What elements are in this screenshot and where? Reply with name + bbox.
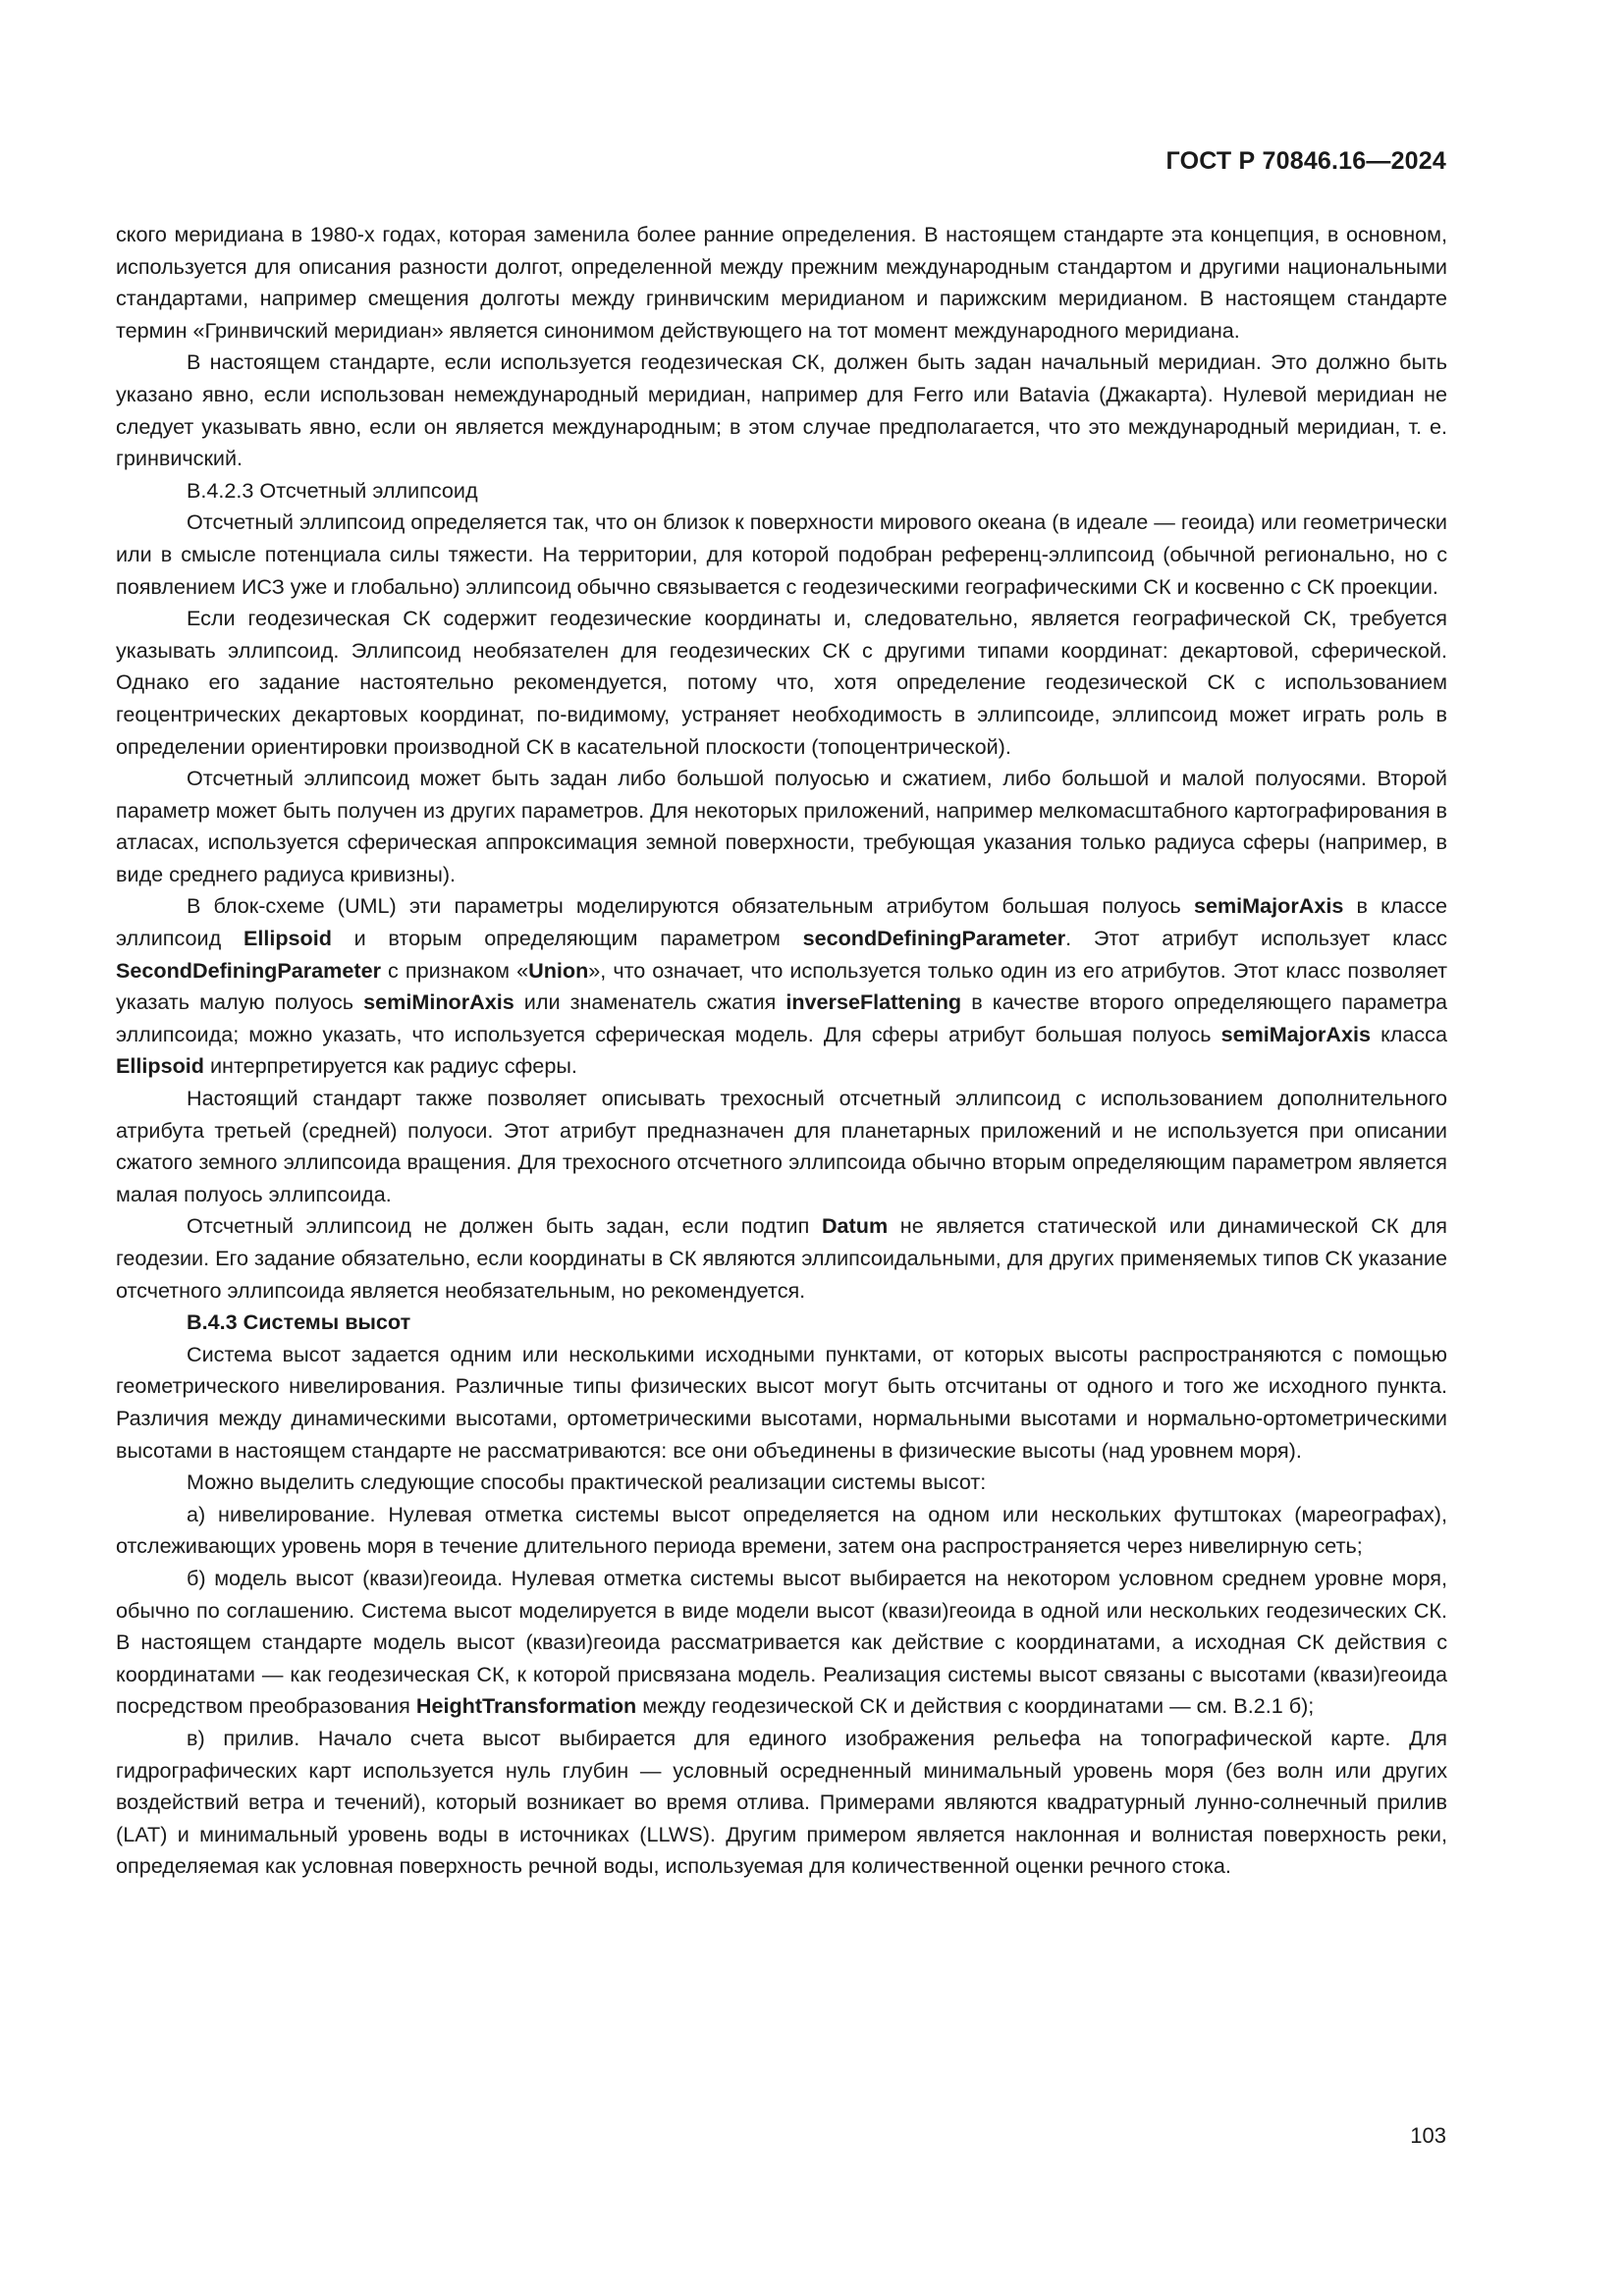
- bold-term: semiMajorAxis: [1193, 893, 1344, 919]
- text-run: Система высот задается одним или несколькими исходными пунктами, от которых высоты распространяются с помощью геометрического нивелирования. Различные типы физических высот могут быть отсчитаны от одного и того же исходного пункта. Различия между динамическими высотами, ортометрическими высотами, нормальными высотами и нормально-ортометрическими высотами в настоящем стандарте не рассматриваются: все они объединены в физические высоты (над уровнем моря).: [116, 1341, 1447, 1463]
- text-run: В настоящем стандарте, если используется геодезическая СК, должен быть задан начальный меридиан. Это должно быть указано явно, если использован немеждународный меридиан, например для Ferro или Batavia (Джакарта). Нулевой меридиан не следует указывать явно, если он является международным; в этом случае предполагается, что это международный меридиан, т. е. гринвичский.: [116, 349, 1447, 471]
- text-run: с признаком «: [381, 957, 529, 983]
- text-run: Можно выделить следующие способы практической реализации системы высот:: [187, 1469, 987, 1495]
- text-run: а) нивелирование. Нулевая отметка системы высот определяется на одном или нескольких футштоках (мареографах), отслеживающих уровень моря в течение длительного периода времени, затем она распространяется через нивелирную сеть;: [116, 1501, 1447, 1559]
- bold-term: HeightTransformation: [415, 1693, 637, 1719]
- text-run: в классе эллипсоид: [116, 893, 1447, 951]
- body-paragraph: [116, 219, 1447, 347]
- bold-term: SecondDefiningParameter: [116, 957, 381, 983]
- text-run: не является статической или динамической СК для геодезии. Его задание обязательно, если координаты в СК являются эллипсоидальными, для других применяемых типов СК указание отсчетного эллипсоида является необязательным, но рекомендуется.: [116, 1213, 1447, 1303]
- document-header-id: ГОСТ Р 70846.16—2024: [1165, 147, 1446, 175]
- text-run: и вторым определяющим параметром: [331, 926, 803, 951]
- body-paragraph: [116, 1723, 1447, 1883]
- text-run: ского меридиана в 1980-х годах, которая заменила более ранние определения. В настоящем стандарте эта концепция, в основном, используется для описания разности долгот, определенной между прежним международным стандартом и другими национальными стандартами, например смещения долготы между гринвичским меридианом и парижским меридианом. В настоящем стандарте термин «Гринвичский меридиан» является синонимом действующего на тот момент международного меридиана.: [116, 222, 1447, 343]
- bold-term: inverseFlattening: [785, 989, 962, 1015]
- body-paragraph: [116, 1563, 1447, 1723]
- body-paragraph: [116, 763, 1447, 890]
- body-paragraph: [116, 1467, 1447, 1499]
- bold-term: secondDefiningParameter: [802, 926, 1066, 951]
- text-run: . Этот атрибут использует класс: [1065, 926, 1447, 951]
- bold-term: semiMinorAxis: [363, 989, 514, 1015]
- body-paragraph: [116, 347, 1447, 474]
- page-number: 103: [1410, 2123, 1446, 2148]
- bold-term: В.4.3 Системы высот: [187, 1309, 411, 1335]
- body-paragraph: [116, 475, 1447, 507]
- text-run: между геодезической СК и действия с координатами — см. В.2.1 б);: [636, 1693, 1315, 1719]
- text-run: Отсчетный эллипсоид определяется так, что он близок к поверхности мирового океана (в идеале — геоида) или геометрически или в смысле потенциала силы тяжести. На территории, для которой подобран референц-эллипсоид (обычной регионально, но с появлением ИСЗ уже и глобально) эллипсоид обычно связывается с геодезическими географическими СК и косвенно с СК проекции.: [116, 509, 1447, 599]
- bold-term: Union: [528, 957, 589, 983]
- text-run: Если геодезическая СК содержит геодезические координаты и, следовательно, является географической СК, требуется указывать эллипсоид. Эллипсоид необязателен для геодезических СК с другими типами координат: декартовой, сферической. Однако его задание настоятельно рекомендуется, потому что, хотя определение геодезической СК с использованием геоцентрических декартовых координат, по-видимому, устраняет необходимость в эллипсоиде, эллипсоид может играть роль в определении ориентировки производной СК в касательной плоскости (топоцентрической).: [116, 606, 1447, 759]
- bold-term: semiMajorAxis: [1220, 1021, 1371, 1046]
- text-run: В блок-схеме (UML) эти параметры моделируются обязательным атрибутом большая полуось: [187, 893, 1194, 919]
- body-paragraph: [116, 1499, 1447, 1563]
- text-run: Настоящий стандарт также позволяет описывать трехосный отсчетный эллипсоид с использованием дополнительного атрибута третьей (средней) полуоси. Этот атрибут предназначен для планетарных приложений и не используется при описании сжатого земного эллипсоида вращения. Для трехосного отсчетного эллипсоида обычно вторым определяющим параметром является малая полуось эллипсоида.: [116, 1086, 1447, 1206]
- text-run: Отсчетный эллипсоид может быть задан либо большой полуосью и сжатием, либо большой и малой полуосями. Второй параметр может быть получен из других параметров. Для некоторых приложений, например мелкомасштабного картографирования в атласах, используется сферическая аппроксимация земной поверхности, требующая указания только радиуса сферы (например, в виде среднего радиуса кривизны).: [116, 766, 1447, 886]
- text-run: в) прилив. Начало счета высот выбирается для единого изображения рельефа на топографической карте. Для гидрографических карт используется нуль глубин — условный осредненный минимальный уровень моря (без волн или других воздействий ветра и течений), который возникает во время отлива. Примерами являются квадратурный лунно-солнечный прилив (LAT) и минимальный уровень воды в источниках (LLWS). Другим примером является наклонная и волнистая поверхность реки, определяемая как условная поверхность речной воды, используемая для количественной оценки речного стока.: [116, 1725, 1447, 1879]
- body-paragraph: [116, 1339, 1447, 1467]
- body-paragraph: [116, 890, 1447, 1083]
- body-paragraph: [116, 1083, 1447, 1210]
- bold-term: Ellipsoid: [116, 1053, 204, 1079]
- text-run: интерпретируется как радиус сферы.: [203, 1053, 577, 1079]
- body-paragraph: [116, 1210, 1447, 1307]
- document-body: [116, 219, 1447, 1883]
- body-paragraph: [116, 603, 1447, 763]
- text-run: или знаменатель сжатия: [514, 989, 786, 1015]
- section-heading: [116, 1307, 1447, 1339]
- bold-term: Datum: [821, 1213, 889, 1239]
- text-run: в качестве второго определяющего параметра эллипсоида; можно указать, что используется сферическая модель. Для сферы атрибут большая полуось: [116, 989, 1447, 1046]
- bold-term: Ellipsoid: [243, 926, 332, 951]
- text-run: класса: [1371, 1021, 1447, 1046]
- body-paragraph: [116, 507, 1447, 603]
- text-run: В.4.2.3 Отсчетный эллипсоид: [187, 477, 478, 503]
- text-run: Отсчетный эллипсоид не должен быть задан, если подтип: [187, 1213, 822, 1239]
- text-run: б) модель высот (квази)геоида. Нулевая отметка системы высот выбирается на некотором условном среднем уровне моря, обычно по соглашению. Система высот моделируется в виде модели высот (квази)геоида в одной или нескольких геодезических СК. В настоящем стандарте модель высот (квази)геоида рассматривается как действие с координатами, а исходная СК действия с координатами — как геодезическая СК, к которой присвязана модель. Реализация системы высот связаны с высотами (квази)геоида посредством преобразования: [116, 1565, 1447, 1719]
- text-run: », что означает, что используется только один из его атрибутов. Этот класс позволяет указать малую полуось: [116, 957, 1447, 1015]
